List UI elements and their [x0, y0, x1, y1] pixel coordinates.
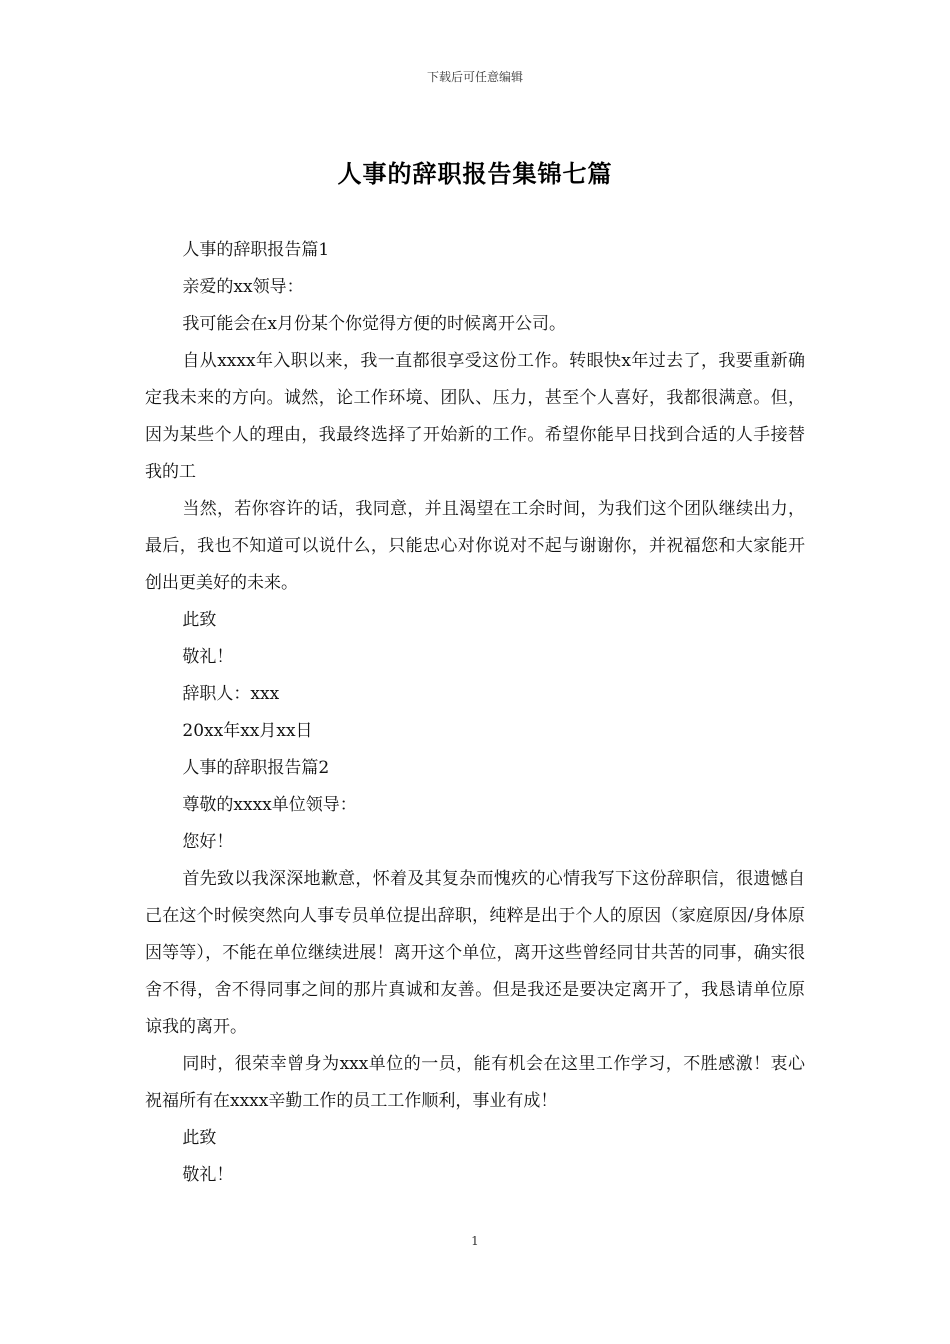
body-paragraph: 同时，很荣幸曾身为xxx单位的一员，能有机会在这里工作学习，不胜感激！衷心祝福所有在xxxx辛勤工作的员工工作顺利，事业有成！: [145, 1054, 805, 1111]
salutation: 尊敬的xxxx单位领导：: [182, 795, 357, 815]
body-paragraph: 首先致以我深深地歉意，怀着及其复杂而愧疚的心情我写下这份辞职信，很遗憾自己在这个时候突然向人事专员单位提出辞职，纯粹是出于个人的原因（家庭原因/身体原因等等），不能在单位继续进展！离开这个单位，离开这些曾经同甘共苦的同事，确实很舍不得，舍不得同事之间的那片真诚和友善。但是我还是要决定离开了，我恳请单位原谅我的离开。: [145, 869, 805, 1037]
section-heading-1: 人事的辞职报告篇1: [182, 240, 330, 260]
date-line: 20xx年xx月xx日: [182, 721, 313, 741]
closing-line: 此致: [182, 1128, 217, 1148]
body-paragraph: 当然，若你容许的话，我同意，并且渴望在工余时间，为我们这个团队继续出力，最后，我也不知道可以说什么，只能忠心对你说对不起与谢谢你，并祝福您和大家能开创出更美好的未来。: [145, 499, 805, 593]
signature-line: 辞职人：xxx: [182, 684, 280, 704]
header-note: 下载后可任意编辑: [426, 70, 523, 84]
closing-line: 此致: [182, 610, 217, 630]
greeting-line: 您好！: [182, 832, 234, 852]
closing-line: 敬礼！: [182, 647, 234, 667]
document-body: [145, 232, 805, 1194]
body-paragraph: 自从xxxx年入职以来，我一直都很享受这份工作。转眼快x年过去了，我要重新确定我未来的方向。诚然，论工作环境、团队、压力，甚至个人喜好，我都很满意。但，因为某些个人的理由，我最终选择了开始新的工作。希望你能早日找到合适的人手接替我的工: [145, 351, 805, 482]
page-number: 1: [471, 1234, 479, 1248]
section-heading-2: 人事的辞职报告篇2: [182, 758, 330, 778]
closing-line: 敬礼！: [182, 1165, 234, 1185]
body-paragraph: 我可能会在x月份某个你觉得方便的时候离开公司。: [182, 314, 566, 334]
salutation: 亲爱的xx领导：: [182, 277, 304, 297]
document-title: 人事的辞职报告集锦七篇: [337, 159, 613, 188]
